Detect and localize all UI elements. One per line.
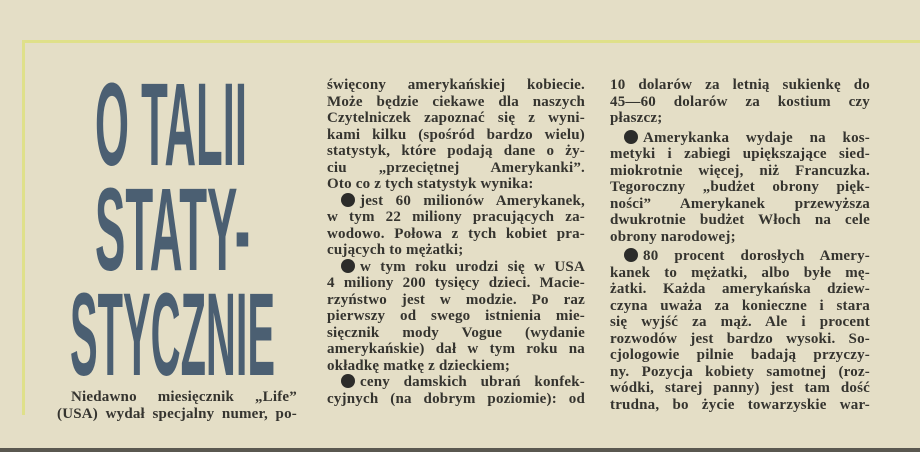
text-line: cjologowie pilnie badają przyczy-: [610, 347, 870, 363]
text-line: miokrotnie więcej, niż Francuzka.: [610, 162, 870, 179]
text-line: rzyństwo jest w modzie. Po raz: [327, 291, 585, 308]
bullet-icon: [624, 130, 638, 144]
text-line: kami kilku (spośród bardzo wielu): [327, 126, 585, 143]
text-line: 45—60 dolarów za kostium czy: [610, 93, 870, 110]
text-line: w tym roku urodzi się w USA: [360, 258, 585, 275]
frame-border-left: [22, 40, 25, 415]
text-line: Niedawno miesięcznik „Life”: [71, 389, 297, 405]
bullet-icon: [341, 193, 355, 207]
headline-line-2: STATY-: [95, 164, 250, 296]
text-line: żatki. Każda amerykańska dziew-: [610, 281, 870, 297]
scan-edge: [0, 448, 920, 452]
text-line: ności” Amerykanek przewyższa: [610, 195, 870, 212]
article-headline: [60, 70, 285, 380]
text-line: rozwodów jest bardzo wysoki. So-: [610, 330, 870, 347]
text-line: święcony amerykańskiej kobiecie.: [327, 77, 585, 93]
article-column-2: [327, 77, 585, 407]
text-line: czyna uważa za konieczne i stara: [610, 297, 870, 314]
text-line: amerykańskie) dał w tym roku na: [327, 341, 585, 357]
article-column-1: [57, 389, 297, 422]
text-line: Tegoroczny „budżet obrony pięk-: [610, 179, 870, 195]
text-line: w tym 22 miliony pracujących za-: [327, 209, 585, 225]
frame-border-top: [22, 40, 920, 43]
text-line: wódki, starej panny) jest tam dość: [610, 380, 870, 396]
text-line: trudna, bo życie towarzyskie war-: [610, 396, 870, 413]
text-line: Może będzie ciekawe dla naszych: [327, 93, 585, 110]
text-line: 10 dolarów za letnią sukienkę do: [610, 77, 870, 93]
text-line: jest 60 milionów Amerykanek,: [360, 192, 585, 209]
text-line: obrony narodowej;: [610, 228, 736, 245]
text-line: kanek to mężatki, albo byłe mę-: [610, 264, 870, 281]
text-line: się wyjść za mąż. Ale i procent: [610, 314, 870, 330]
text-line: dwukrotnie budżet Włoch na cele: [610, 212, 870, 228]
text-line: wodowo. Połowa z tych kobiet pra-: [327, 225, 585, 242]
text-line: 80 procent dorosłych Amery-: [643, 248, 870, 264]
headline-line-1: O TALII: [95, 70, 247, 191]
bullet-icon: [624, 248, 638, 262]
bullet-icon: [341, 259, 355, 273]
text-line: Oto co z tych statystyk wynika:: [327, 176, 534, 192]
text-line: pierwszy od swego istnienia mie-: [327, 308, 585, 324]
text-line: statystyk, które podają dane o ży-: [327, 143, 585, 159]
text-line: cyjnych (na dobrym poziomie): od: [327, 390, 585, 407]
text-line: (USA) wydał specjalny numer, po-: [57, 405, 297, 422]
text-line: ceny damskich ubrań konfek-: [360, 374, 585, 390]
text-line: płaszcz;: [610, 110, 663, 126]
text-line: ny. Pozycja kobiety samotnej (roz-: [610, 363, 870, 380]
text-line: 4 miliony 200 tysięcy dzieci. Macie-: [327, 275, 585, 291]
text-line: metyki i zabiegi upiększające sied-: [610, 146, 870, 162]
bullet-icon: [341, 374, 355, 388]
text-line: okładkę matkę z dzieckiem;: [327, 357, 511, 374]
text-line: ciu „przeciętnej Amerykanki”.: [327, 159, 585, 176]
text-line: Amerykanka wydaje na kos-: [643, 129, 870, 146]
text-line: cujących to mężatki;: [327, 242, 464, 258]
headline-line-3: STYCZNIE: [70, 269, 275, 380]
text-line: Czytelniczek zapoznać się z wyni-: [327, 110, 585, 126]
text-line: sięcznik mody Vogue (wydanie: [327, 324, 585, 341]
article-column-3: [610, 77, 870, 413]
